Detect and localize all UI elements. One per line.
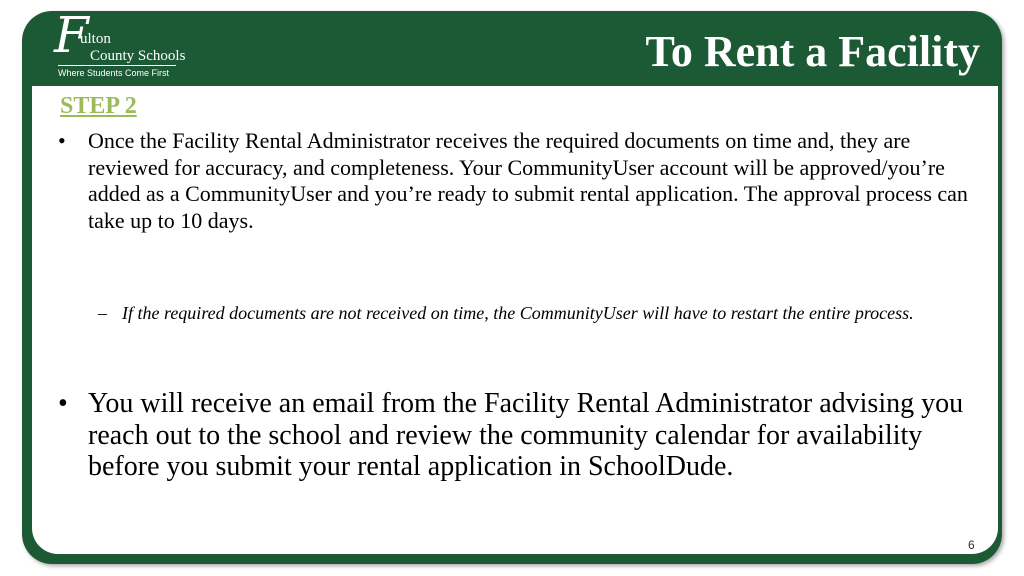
page-number: 6 [968,538,975,552]
bullet-text: You will receive an email from the Facility Rental Administrator advising you reach out to the school and review the community calendar for availability before you submit your rental application in SchoolDude. [88,388,964,482]
logo-name-line1: ulton [80,31,111,47]
sub-bullet-text: If the required documents are not received on time, the CommunityUser will have to restart the entire process. [122,303,914,323]
fulton-county-schools-logo [54,6,186,80]
logo-divider [58,65,176,66]
bullet-text: Once the Facility Rental Administrator receives the required documents on time and, they are reviewed for accuracy, and completeness. Your CommunityUser account will be approved/you’re added as a CommunityUser and you’re ready to submit rental application. The approval process can take up to 10 days. [88,128,968,233]
dash-icon: – [98,303,107,323]
bullet-dot-icon: • [58,128,66,153]
slide-title: To Rent a Facility [645,27,980,76]
logo-initial: F [54,6,89,64]
sub-bullet-restart-note [98,302,972,325]
bullet-dot-icon: • [58,388,68,419]
step-label: STEP 2 [60,93,137,119]
logo-name-line2: County Schools [90,48,186,64]
bullet-approval-process [58,128,968,234]
logo-tagline: Where Students Come First [58,68,170,78]
bullet-email-notice [58,388,988,483]
